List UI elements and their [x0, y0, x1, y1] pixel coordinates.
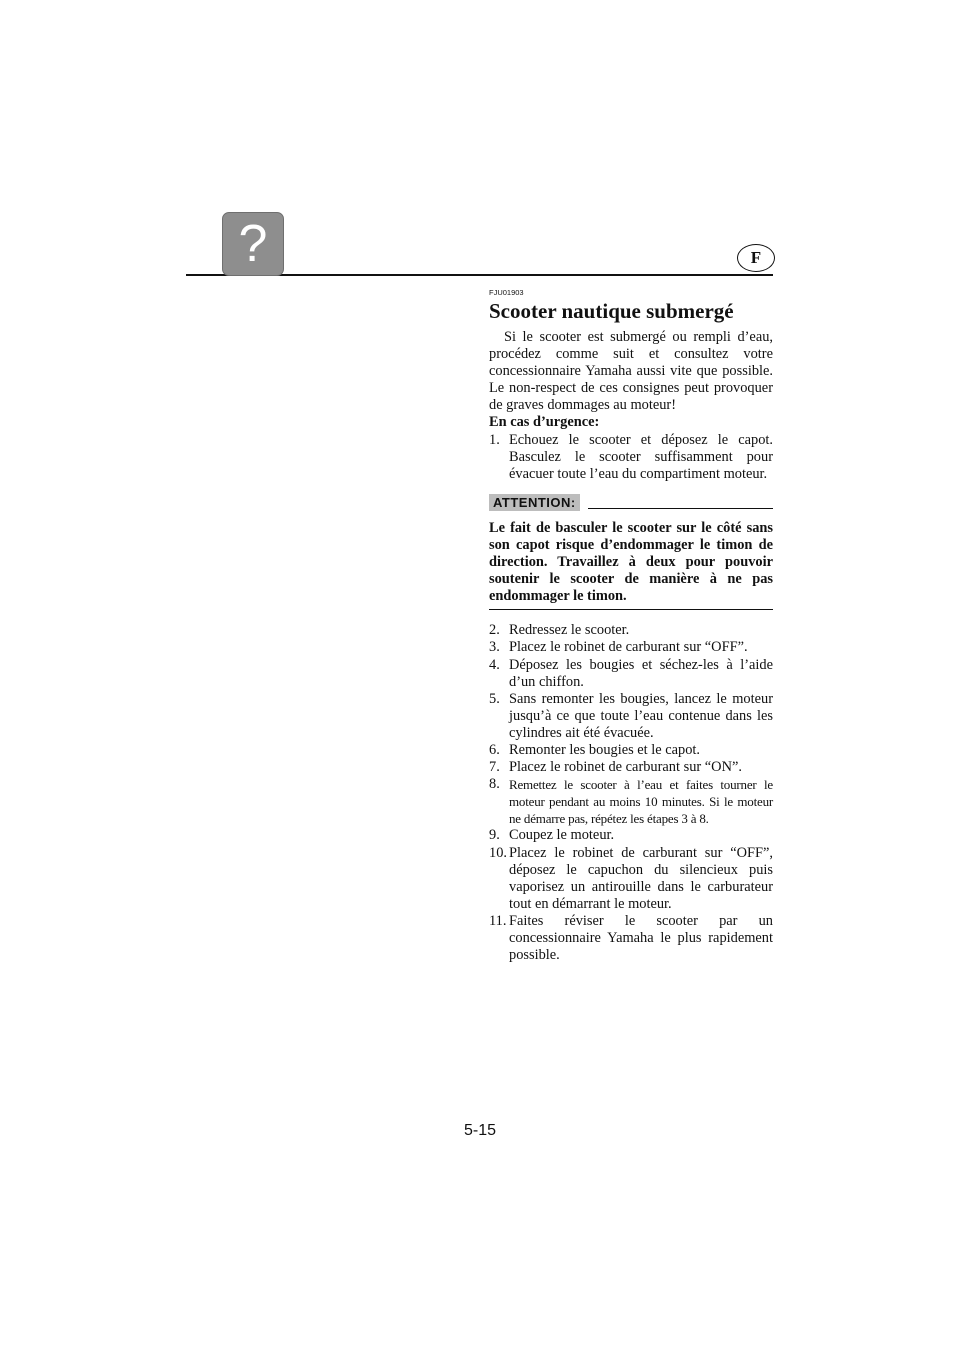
list-item	[489, 742, 773, 759]
step-number: 5.	[489, 690, 500, 707]
list-item	[489, 827, 773, 844]
list-item	[489, 913, 773, 964]
list-item	[489, 622, 773, 639]
step-text: Déposez les bougies et séchez-les à l’aide d’un chiffon.	[509, 656, 773, 690]
step-text: Echouez le scooter et déposez le capot. Basculez le scooter suffisamment pour évacuer toute l’eau du compartiment moteur.	[509, 431, 773, 482]
list-item	[489, 432, 773, 483]
step-text: Faites réviser le scooter par un concessionnaire Yamaha le plus rapidement possible.	[509, 912, 773, 964]
step-number: 9.	[489, 827, 500, 844]
step-text: Placez le robinet de carburant sur “OFF”, déposez le capuchon du silencieux puis vaporisez un antirouille dans le carburateur tout en démarrant le moteur.	[509, 844, 773, 912]
step-number: 3.	[489, 639, 500, 656]
list-item	[489, 657, 773, 691]
attention-label: ATTENTION:	[489, 494, 580, 511]
attention-text: Le fait de basculer le scooter sur le côté sans son capot risque d’endommager le timon de direction. Travaillez à deux pour pouvoir soutenir le scooter de manière à ne pas endommager le timon.	[489, 519, 773, 605]
main-content	[489, 288, 773, 964]
step-number: 11.	[489, 912, 507, 929]
step-number: 2.	[489, 622, 500, 639]
step-list-first	[489, 432, 773, 483]
step-text: Placez le robinet de carburant sur “ON”.	[509, 759, 742, 776]
step-list-rest	[489, 622, 773, 964]
section-ref-code: FJU01903	[489, 288, 524, 297]
step-number: 8.	[489, 776, 500, 793]
attention-header	[489, 492, 773, 514]
list-item	[489, 845, 773, 913]
step-number: 10.	[489, 844, 507, 861]
list-item	[489, 759, 773, 776]
language-badge: F	[737, 244, 775, 272]
question-mark-glyph: ?	[238, 215, 268, 273]
step-text: Remettez le scooter à l’eau et faites tourner le moteur pendant au moins 10 minutes. Si le moteur ne démarre pas, répétez les étapes 3 à 8.	[509, 777, 773, 827]
attention-header-line	[588, 508, 773, 509]
list-item	[489, 639, 773, 656]
step-text: Coupez le moteur.	[509, 827, 615, 844]
step-text: Redressez le scooter.	[509, 622, 630, 639]
step-number: 1.	[489, 431, 500, 448]
step-number: 4.	[489, 656, 500, 673]
step-number: 7.	[489, 759, 500, 776]
step-text: Placez le robinet de carburant sur “OFF”.	[509, 639, 748, 656]
list-item	[489, 691, 773, 742]
emergency-subheading: En cas d’urgence:	[489, 414, 600, 431]
intro-paragraph: Si le scooter est submergé ou rempli d’eau, procédez comme suit et consultez votre concessionnaire Yamaha aussi vite que possible. Le non-respect de ces consignes peut provoquer de graves dommages au moteur!	[489, 329, 773, 414]
page-number: 5-15	[463, 1122, 497, 1139]
step-text: Sans remonter les bougies, lancez le moteur jusqu’à ce que toute l’eau contenue dans les cylindres ait été évacuée.	[509, 690, 773, 741]
attention-bottom-rule	[489, 609, 773, 610]
help-question-icon	[222, 212, 284, 276]
section-title: Scooter nautique submergé	[489, 299, 734, 323]
step-number: 6.	[489, 741, 500, 758]
step-text: Remonter les bougies et le capot.	[509, 741, 701, 758]
list-item	[489, 776, 773, 827]
